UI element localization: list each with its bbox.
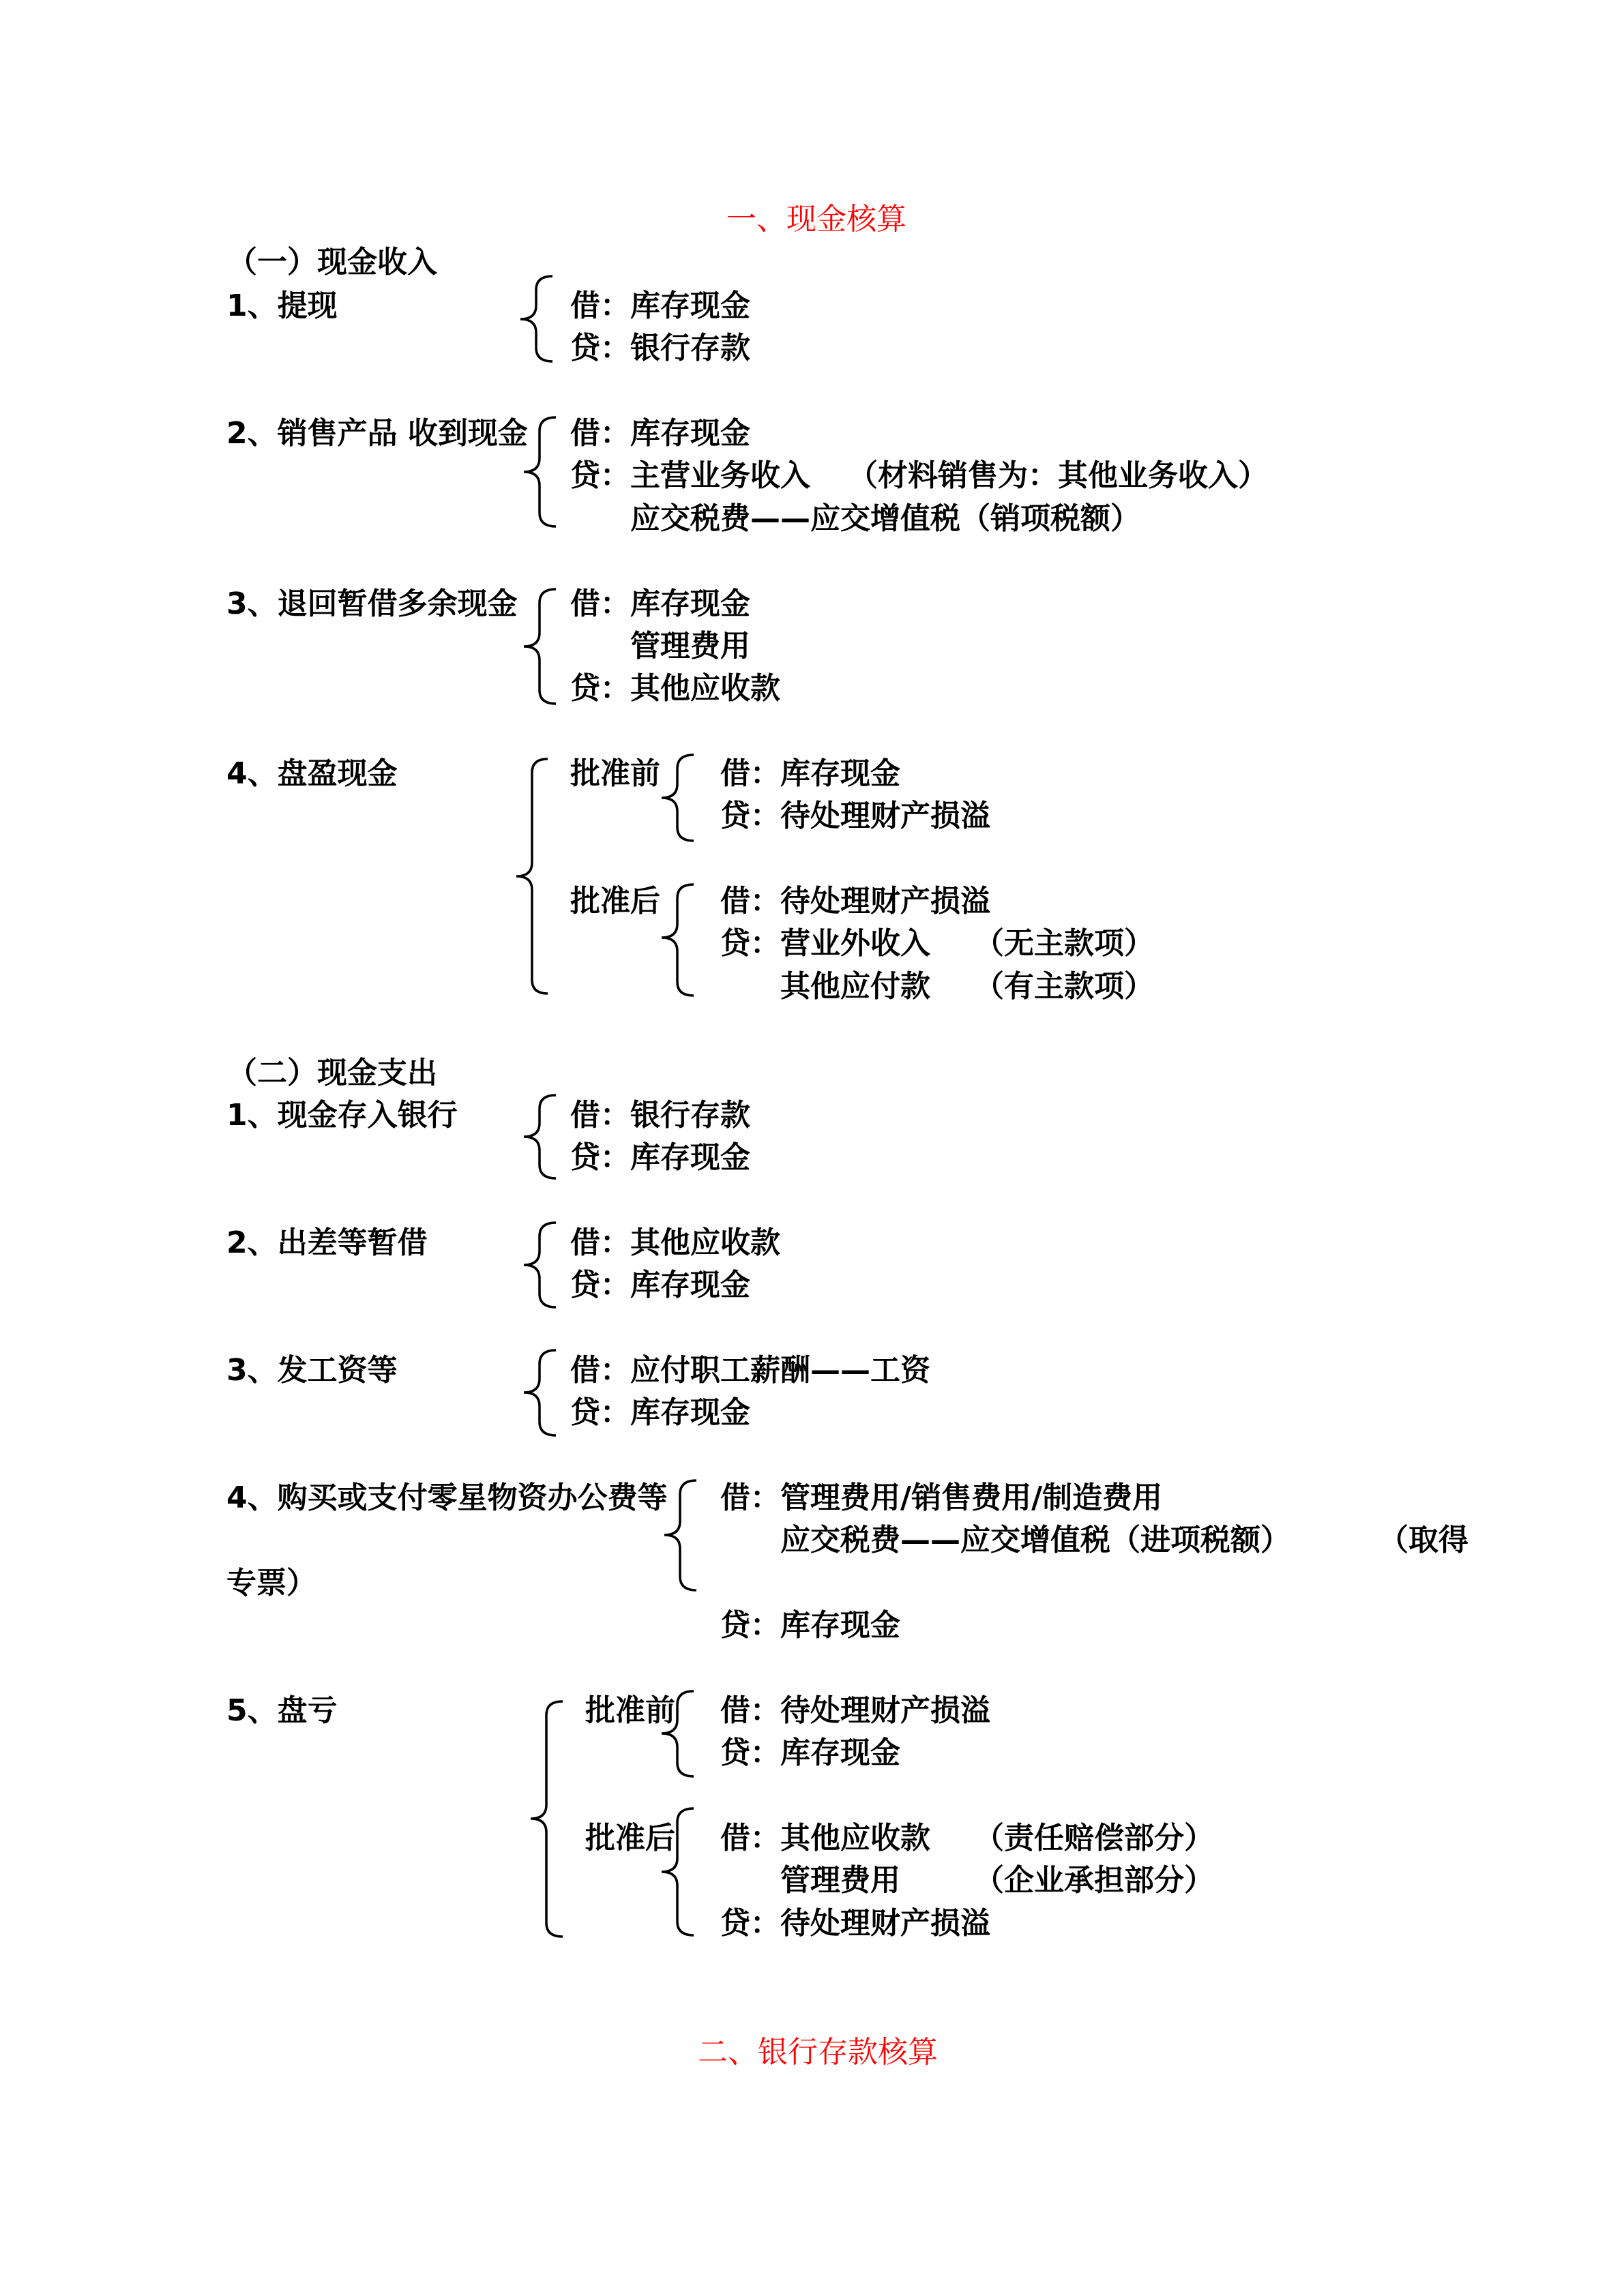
receipt-2-credit-2: 应交税费——应交增值税（销项税额） [630, 501, 1140, 536]
receipt-1-credit: 贷：银行存款 [570, 331, 750, 366]
receipt-4-before-debit: 借：库存现金 [720, 756, 900, 791]
payment-2-label: 2、出差等暂借 [226, 1225, 428, 1260]
receipt-4-after-credit-2: 其他应付款 [780, 969, 930, 1004]
brace-receipt-2 [524, 417, 556, 526]
brace-receipt-4-before [662, 755, 694, 841]
receipt-3-debit-2: 管理费用 [630, 629, 750, 664]
payment-4-debit: 借：管理费用/销售费用/制造费用 [720, 1480, 1163, 1515]
receipt-4-after-credit: 贷：营业外收入 [720, 926, 930, 961]
receipt-2-debit: 借：库存现金 [570, 416, 750, 451]
payment-5-after-debit-note: （责任赔偿部分） [974, 1821, 1214, 1855]
payment-5-after-credit: 贷：待处理财产损溢 [720, 1906, 990, 1941]
receipt-4-before-label: 批准前 [570, 756, 660, 791]
payment-1-label: 1、现金存入银行 [226, 1098, 458, 1133]
payment-5-after-debit-2-note: （企业承担部分） [974, 1863, 1214, 1898]
brace-payment-1 [524, 1095, 556, 1178]
receipt-4-after-credit-note: （无主款项） [974, 926, 1154, 961]
subheading-cash-receipts: （一）现金收入 [227, 245, 437, 280]
brace-payment-4 [664, 1480, 696, 1590]
payment-5-before-label: 批准前 [585, 1693, 675, 1728]
receipt-2-credit-note: （材料销售为：其他业务收入） [848, 458, 1268, 493]
receipt-4-label: 4、盘盈现金 [226, 756, 398, 791]
payment-4-label-cont: 专票） [226, 1566, 316, 1600]
payment-4-debit-2-note: （取得 [1378, 1523, 1468, 1557]
payment-1-credit: 贷：库存现金 [570, 1140, 750, 1175]
brace-receipt-4-outer [516, 759, 548, 994]
receipt-2-credit: 贷：主营业务收入 [570, 458, 810, 493]
payment-4-label: 4、购买或支付零星物资办公费等 [226, 1480, 668, 1515]
payment-5-after-debit-2: 管理费用 [780, 1863, 900, 1898]
receipt-3-label: 3、退回暂借多余现金 [226, 586, 518, 621]
payment-2-debit: 借：其他应收款 [570, 1225, 780, 1260]
receipt-1-label: 1、提现 [226, 288, 338, 323]
payment-2-credit: 贷：库存现金 [570, 1268, 750, 1302]
payment-5-label: 5、盘亏 [226, 1693, 338, 1728]
payment-3-credit: 贷：库存现金 [570, 1395, 750, 1430]
brace-payment-2 [524, 1223, 556, 1307]
payment-3-label: 3、发工资等 [226, 1353, 398, 1388]
brace-receipt-4-after [662, 884, 694, 996]
receipt-3-debit: 借：库存现金 [570, 586, 750, 621]
receipt-2-label: 2、销售产品 收到现金 [226, 416, 528, 451]
payment-5-after-label: 批准后 [585, 1821, 675, 1855]
section-title-cash: 一、现金核算 [726, 202, 906, 237]
brace-receipt-3 [524, 589, 556, 704]
payment-4-debit-2: 应交税费——应交增值税（进项税额） [780, 1523, 1290, 1557]
payment-4-credit: 贷：库存现金 [720, 1608, 900, 1643]
payment-3-debit: 借：应付职工薪酬——工资 [570, 1353, 930, 1388]
brace-receipt-1 [520, 276, 552, 361]
receipt-3-credit: 贷：其他应收款 [570, 671, 780, 706]
receipt-4-after-label: 批准后 [570, 884, 660, 919]
receipt-4-after-credit-2-note: （有主款项） [974, 969, 1154, 1004]
section-title-bank-deposit: 二、银行存款核算 [698, 2035, 938, 2070]
payment-5-before-credit: 贷：库存现金 [720, 1735, 900, 1770]
receipt-1-debit: 借：库存现金 [570, 288, 750, 323]
brace-payment-3 [524, 1350, 556, 1435]
payment-5-after-debit: 借：其他应收款 [720, 1821, 930, 1855]
receipt-4-after-debit: 借：待处理财产损溢 [720, 884, 990, 919]
subheading-cash-payments: （二）现金支出 [227, 1056, 437, 1090]
payment-5-before-debit: 借：待处理财产损溢 [720, 1693, 990, 1728]
brace-payment-5-outer [531, 1701, 563, 1937]
payment-1-debit: 借：银行存款 [570, 1098, 750, 1133]
receipt-4-before-credit: 贷：待处理财产损溢 [720, 799, 990, 833]
